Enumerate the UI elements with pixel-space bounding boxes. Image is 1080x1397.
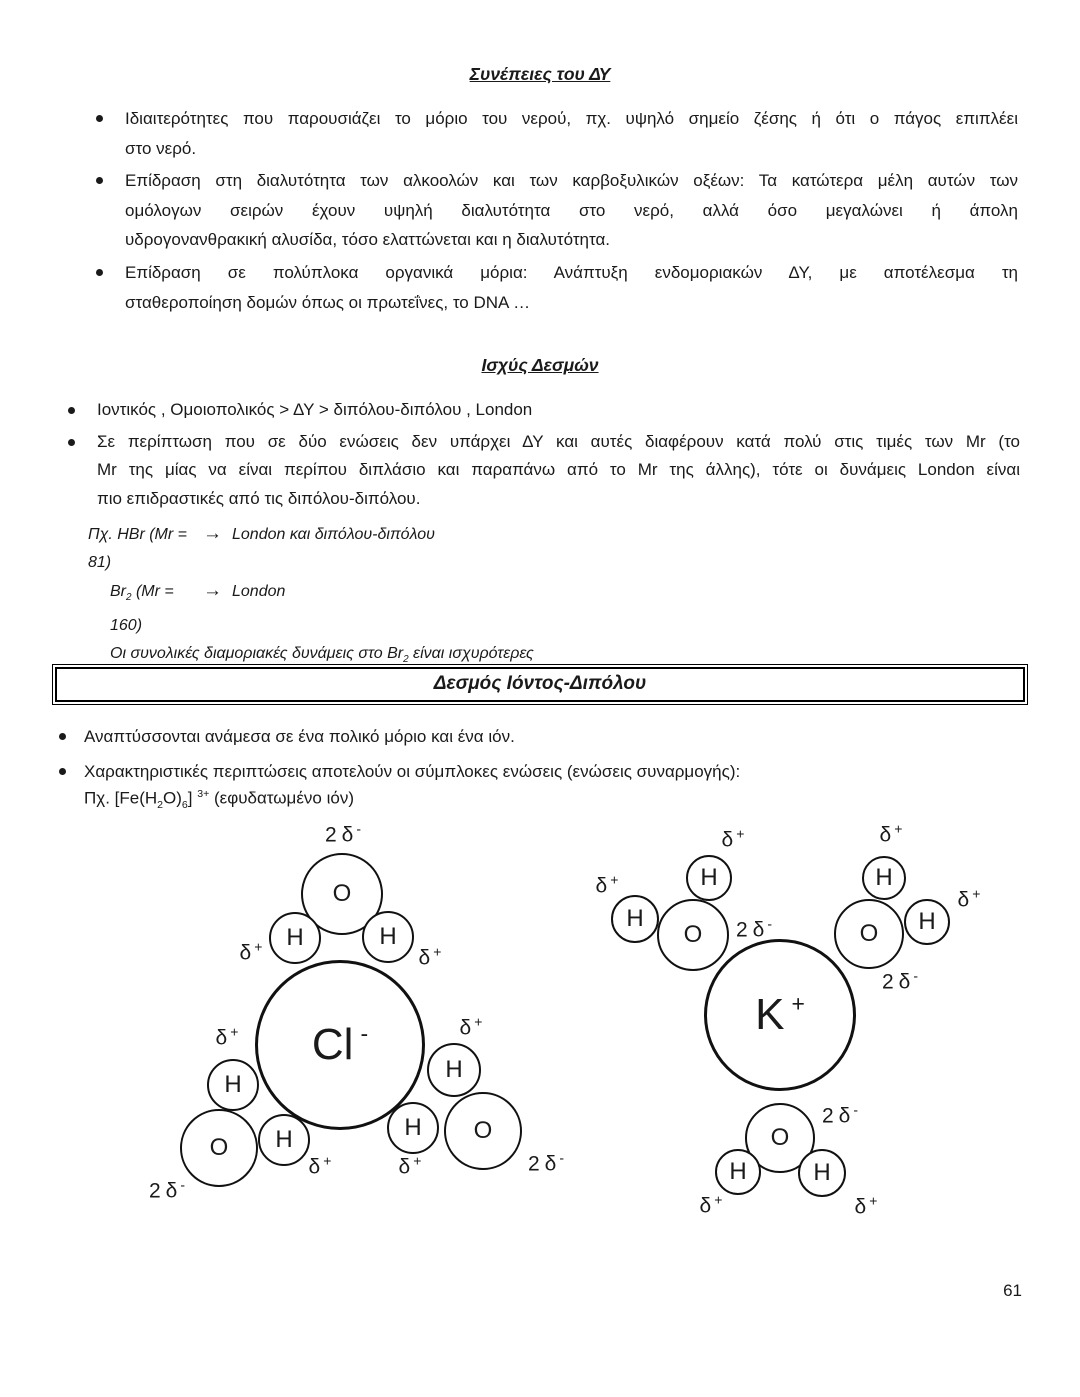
text-line: Επίδραση σε πολύπλοκα οργανικά μόρια: Ανάπτυξη ενδομοριακών ΔΥ, με αποτέλεσμα τη [125, 262, 1018, 282]
atom-h-circle [362, 911, 414, 963]
atom-symbol: H [286, 924, 304, 951]
example-result: London [232, 583, 286, 600]
text-line: ομόλογων σειρών έχουν υψηλή διαλυτότητα στο νερό, αλλά όσο μεγαλώνει ή άπολη [125, 200, 1018, 220]
text-line: Mr της μίας να είναι περίπου διπλάσιο και παραπάνω από το Mr της άλλης), τότε οι δυνάμεις London είναι [97, 460, 1020, 480]
two-delta-minus-label: 2 δ - [527, 1149, 565, 1176]
delta-plus-label: δ + [215, 1023, 239, 1050]
atom-symbol: H [918, 908, 936, 935]
atom-symbol: H [875, 864, 893, 891]
example-compound: Πχ. HBr (Mr = 81) [88, 526, 187, 571]
text-line: πιο επιδραστικές από τις διπόλου-διπόλου. [97, 488, 421, 508]
atom-h-circle [862, 856, 906, 900]
atom-symbol: H [729, 1158, 747, 1185]
atom-symbol: H [379, 923, 397, 950]
section-title-ion-dipole: Δεσμός Ιόντος-Διπόλου [55, 667, 1025, 702]
section-title-bond-strength: Ισχύς Δεσμών [481, 355, 599, 375]
text-line: Ιδιαιτερότητες που παρουσιάζει το μόριο του νερού, πχ. υψηλό σημείο ζέσης ή ότι ο πάγος επιπλέει [125, 109, 1018, 128]
atom-h-circle [427, 1043, 481, 1097]
atom-symbol: H [445, 1056, 463, 1083]
atom-h-circle [904, 899, 950, 945]
atom-h-circle [798, 1149, 846, 1197]
delta-plus-label: δ + [308, 1152, 332, 1179]
atom-symbol: O [473, 1117, 493, 1144]
example-text: Οι συνολικές διαμοριακές δυνάμεις στο $Br_2$ είναι ισχυρότερες [110, 645, 534, 666]
atom-h-circle [387, 1102, 439, 1154]
atom-symbol: H [626, 905, 644, 932]
atom-symbol: O [770, 1124, 790, 1151]
atom-h-circle [269, 912, 321, 964]
ion-k-circle [704, 939, 856, 1091]
atom-h-circle [715, 1149, 761, 1195]
atom-symbol: O [209, 1134, 229, 1161]
atom-o-circle [657, 899, 729, 971]
delta-plus-label: δ + [957, 885, 981, 912]
text-line: Χαρακτηριστικές περιπτώσεις αποτελούν οι σύμπλοκες ενώσεις (ενώσεις συναρμογής): [84, 762, 741, 781]
two-delta-minus-label: 2 δ - [821, 1101, 859, 1128]
text-line: υδρογονανθρακική αλυσίδα, τόσο ελαττώνεται και η διαλυτότητα. [125, 230, 611, 250]
section-title-consequences: Συνέπειες του ΔΥ [469, 64, 611, 84]
atom-h-circle [207, 1059, 259, 1111]
right-arrow-icon: → [203, 523, 222, 544]
text-line: Ιοντικός , Ομοιοπολικός > ΔΥ > διπόλου-διπόλου , London [97, 400, 533, 419]
two-delta-minus-label: 2 δ - [881, 967, 919, 994]
delta-plus-label: δ + [398, 1152, 422, 1179]
text-line: Αναπτύσσονται ανάμεσα σε ένα πολικό μόριο και ένα ιόν. [84, 727, 515, 746]
atom-h-circle [686, 855, 732, 901]
atom-o-circle [444, 1092, 522, 1170]
delta-plus-label: δ + [418, 943, 442, 970]
delta-plus-label: δ + [239, 938, 263, 965]
atom-symbol: K [755, 990, 785, 1039]
atom-symbol: H [813, 1159, 831, 1186]
delta-plus-label: δ + [879, 820, 903, 847]
example-compound: $Br_2$ (Mr = 160) [110, 583, 174, 635]
text-line: σταθεροποίηση δομών όπως οι πρωτεΐνες, το DNA … [125, 292, 531, 312]
two-delta-minus-label: 2 δ - [735, 915, 773, 942]
page-number: 61 [1003, 1281, 1022, 1300]
right-arrow-icon: → [203, 580, 222, 601]
delta-plus-label: δ + [595, 871, 619, 898]
delta-plus-label: δ + [699, 1191, 723, 1218]
text-line: στο νερό. [125, 138, 197, 158]
atom-h-circle [611, 895, 659, 943]
two-delta-minus-label: 2 δ - [148, 1176, 186, 1203]
delta-plus-label: δ + [459, 1013, 483, 1040]
text-line: Σε περίπτωση που σε δύο ενώσεις δεν υπάρχει ΔΥ και αυτές διαφέρουν κατά πολύ στις τιμές των Mr (το [97, 431, 1020, 451]
atom-symbol: H [404, 1114, 422, 1141]
ion-charge: - [360, 1020, 369, 1047]
atom-symbol: O [332, 880, 352, 907]
delta-plus-label: δ + [854, 1192, 878, 1219]
atom-symbol: H [275, 1126, 293, 1153]
atom-o-circle [834, 899, 904, 969]
atom-symbol: H [700, 864, 718, 891]
two-delta-minus-label: 2 δ - [324, 820, 362, 847]
atom-symbol: O [683, 921, 703, 948]
text-line: Επίδραση στη διαλυτότητα των αλκοολών και των καρβοξυλικών οξέων: Τα κατώτερα μέλη αυτών των [125, 171, 1018, 191]
atom-symbol: Cl [311, 1020, 354, 1069]
ion-charge: + [791, 990, 805, 1017]
atom-symbol: O [859, 920, 879, 947]
atom-symbol: H [224, 1071, 242, 1098]
example-result: London και διπόλου-διπόλου [232, 526, 435, 543]
atom-h-circle [258, 1114, 310, 1166]
hydrated-ion-example: Πχ. $[Fe(H_2O)_6]$ $^{3+}$ (εφυδατωμένο ιόν) [84, 788, 354, 812]
atom-o-circle [180, 1109, 258, 1187]
delta-plus-label: δ + [721, 825, 745, 852]
